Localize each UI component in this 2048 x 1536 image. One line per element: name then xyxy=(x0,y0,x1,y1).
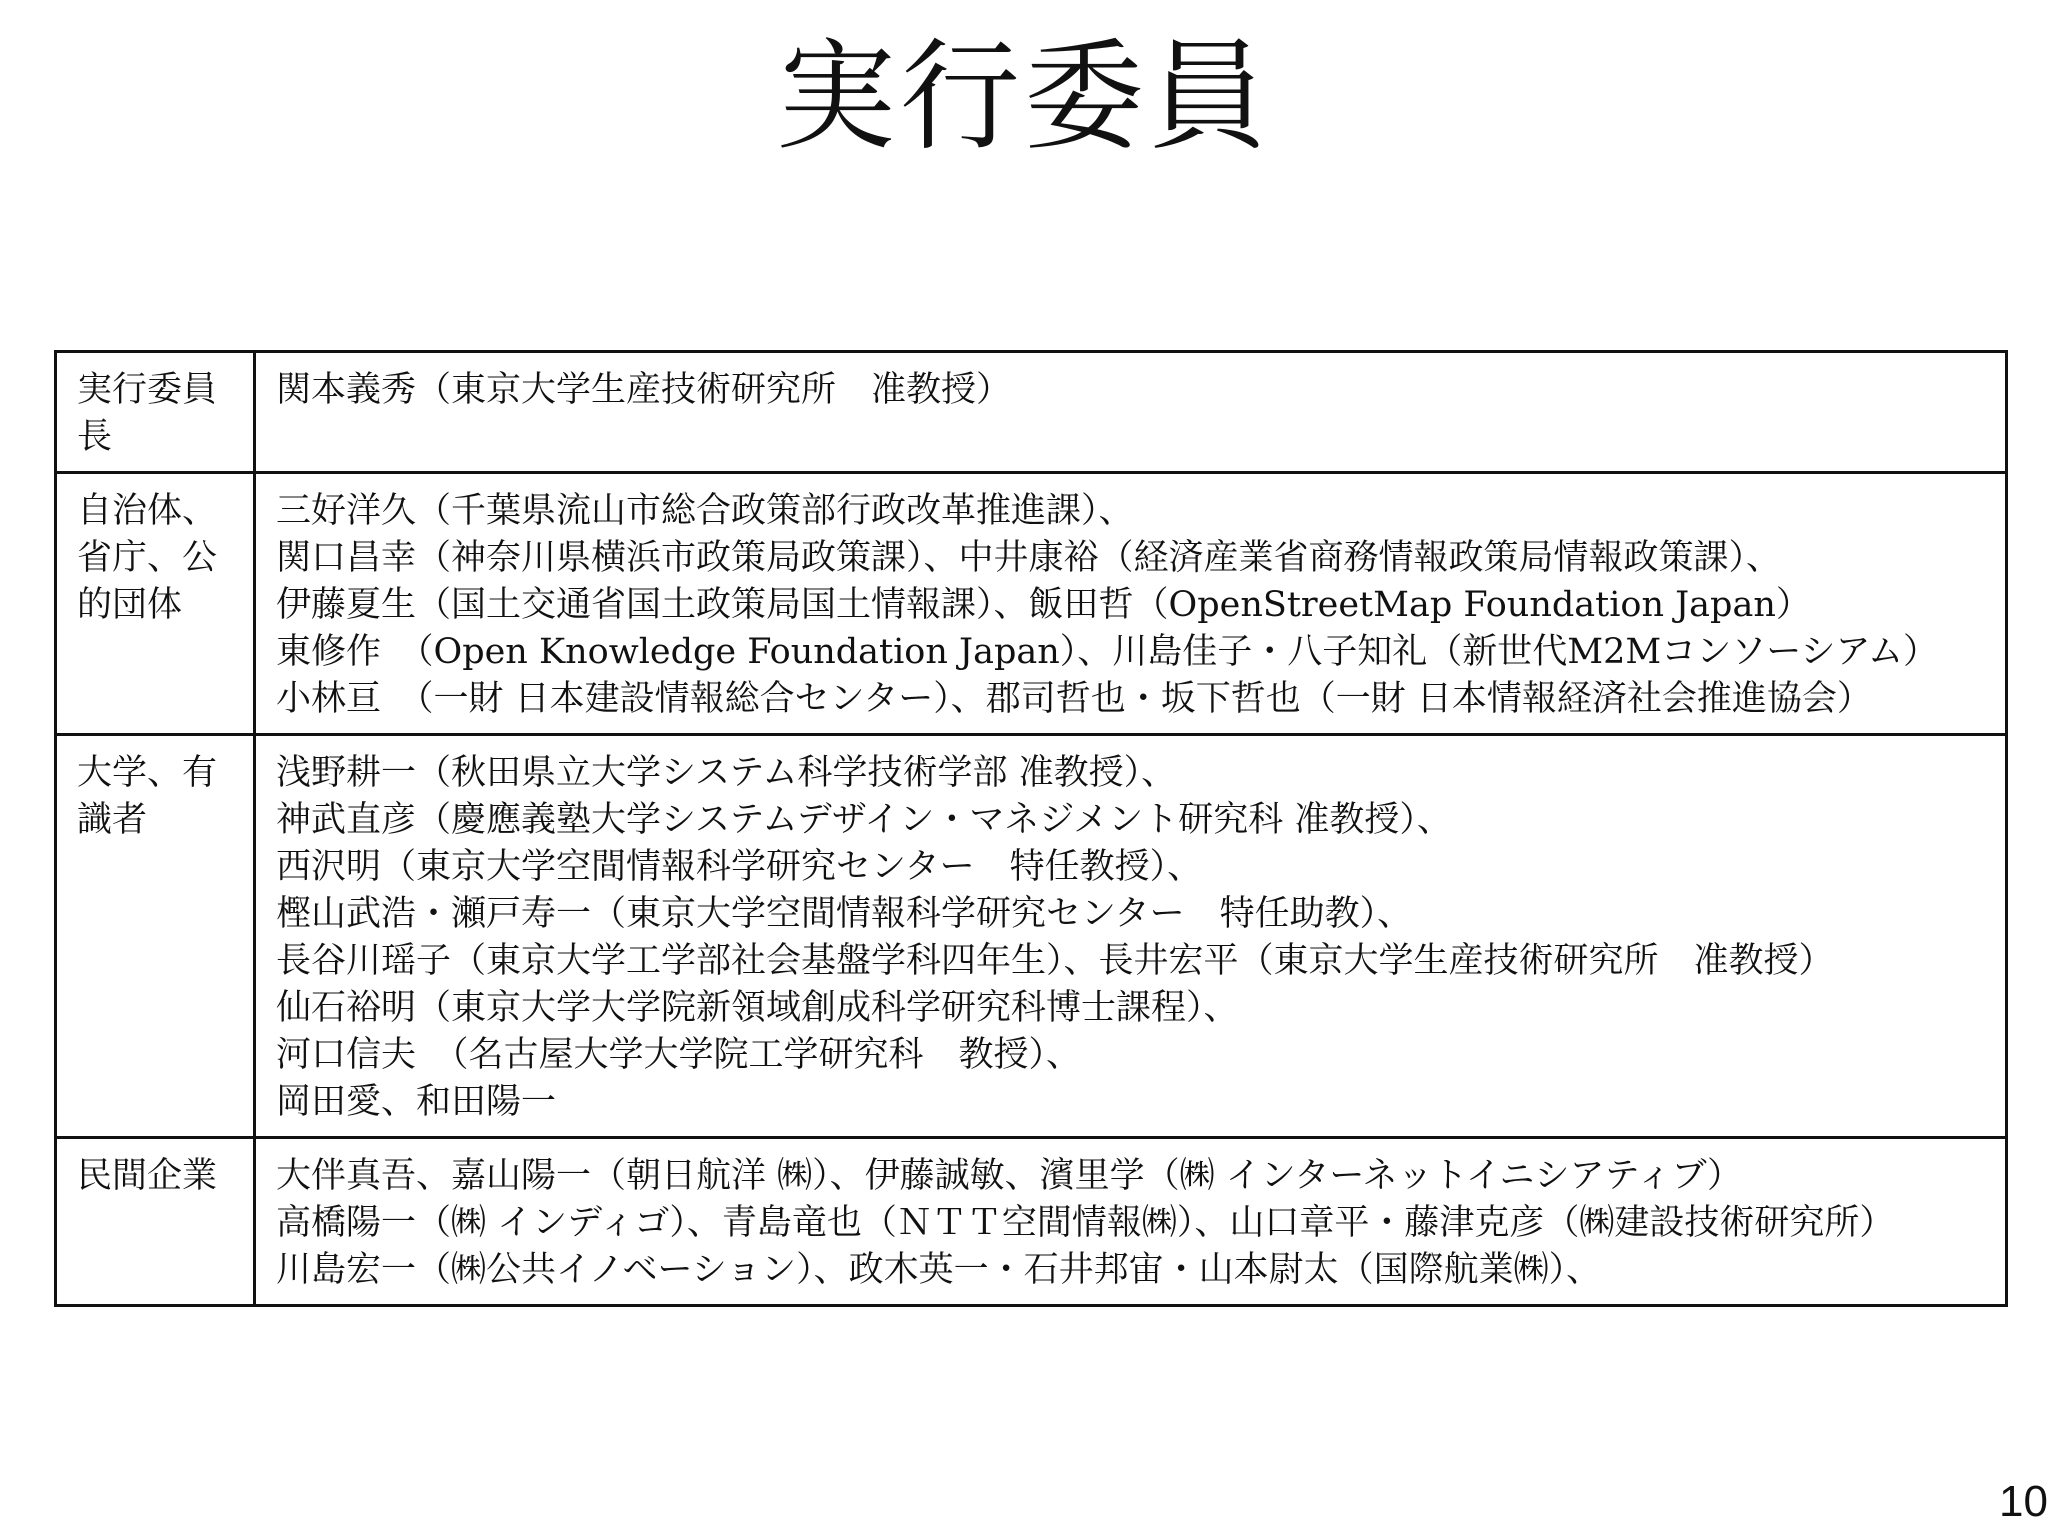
table-row xyxy=(56,1138,2007,1306)
slide-title: 実行委員 xyxy=(776,28,1272,167)
member-line: 大伴真吾、嘉山陽一（朝日航洋 ㈱）、伊藤誠敏、濱里学（㈱ インターネットイニシアティブ） xyxy=(276,1156,1743,1196)
member-line: 伊藤夏生（国土交通省国土政策局国土情報課）、飯田哲（OpenStreetMap Foundation Japan） xyxy=(276,585,1811,625)
member-line: 神武直彦（慶應義塾大学システムデザイン・マネジメント研究科 准教授）、 xyxy=(276,800,1452,840)
member-line: 三好洋久（千葉県流山市総合政策部行政改革推進課）、 xyxy=(276,491,1134,531)
member-line: 関口昌幸（神奈川県横浜市政策局政策課）、中井康裕（経済産業省商務情報政策局情報政策課）、 xyxy=(276,538,1782,578)
members-table-container xyxy=(54,350,2008,1536)
members-cell xyxy=(255,473,2007,735)
member-line: 河口信夫 （名古屋大学大学院工学研究科 教授）、 xyxy=(276,1035,1082,1075)
members-cell xyxy=(255,352,2007,473)
member-line: 小林亘 （一財 日本建設情報総合センター）、郡司哲也・坂下哲也（一財 日本情報経済社会推進協会） xyxy=(276,679,1872,719)
category-cell: 大学、有識者 xyxy=(56,735,255,1138)
category-cell: 民間企業 xyxy=(56,1138,255,1306)
category-cell: 自治体、省庁、公的団体 xyxy=(56,473,255,735)
category-cell: 実行委員長 xyxy=(56,352,255,473)
table-row xyxy=(56,352,2007,473)
member-line: 樫山武浩・瀬戸寿一（東京大学空間情報科学研究センター 特任助教）、 xyxy=(276,894,1413,934)
member-line: 浅野耕一（秋田県立大学システム科学技術学部 准教授）、 xyxy=(276,753,1177,793)
table-row xyxy=(56,473,2007,735)
member-line: 仙石裕明（東京大学大学院新領域創成科学研究科博士課程）、 xyxy=(276,988,1239,1028)
table-row xyxy=(56,735,2007,1138)
member-line: 岡田愛、和田陽一 xyxy=(276,1082,557,1122)
member-line: 東修作 （Open Knowledge Foundation Japan）、川島佳子・八子知礼（新世代M2Mコンソーシアム） xyxy=(276,632,1939,672)
members-cell xyxy=(255,735,2007,1138)
members-cell xyxy=(255,1138,2007,1306)
member-line: 長谷川瑶子（東京大学工学部社会基盤学科四年生）、長井宏平（東京大学生産技術研究所 准教授） xyxy=(276,941,1834,981)
member-line: 高橋陽一（㈱ インディゴ）、青島竜也（ＮＴＴ空間情報㈱）、山口章平・藤津克彦（㈱建設技術研究所） xyxy=(276,1203,1895,1243)
member-line: 関本義秀（東京大学生産技術研究所 准教授） xyxy=(276,370,1012,410)
page-number: 10 xyxy=(1991,1474,2048,1530)
members-table xyxy=(54,350,2008,1307)
member-line: 西沢明（東京大学空間情報科学研究センター 特任教授）、 xyxy=(276,847,1203,887)
member-line: 川島宏一（㈱公共イノベーション）、政木英一・石井邦宙・山本尉太（国際航業㈱）、 xyxy=(276,1250,1602,1290)
